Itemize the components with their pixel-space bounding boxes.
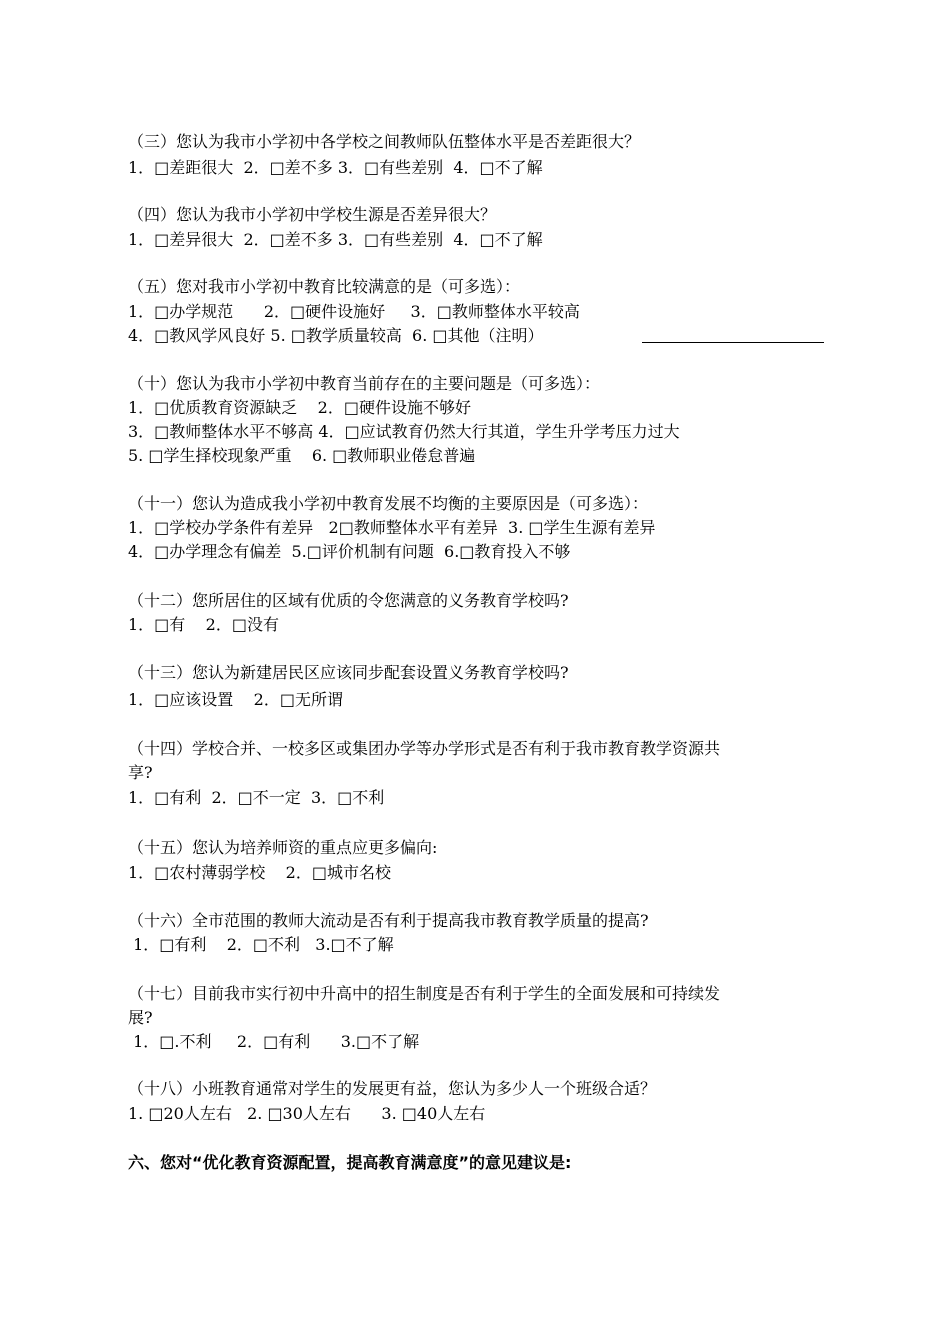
question-4-title: （四）您认为我市小学初中学校生源是否差异很大？: [128, 205, 497, 224]
section-6-heading: 六、您对“优化教育资源配置，提高教育满意度”的意见建议是:: [128, 1153, 572, 1172]
question-15-options: 1．□农村薄弱学校 2．□城市名校: [128, 863, 391, 882]
question-15-title: （十五）您认为培养师资的重点应更多偏向:: [128, 838, 438, 857]
question-10-options-2: 3．□教师整体水平不够高 4．□应试教育仍然大行其道，学生升学考压力过大: [128, 422, 680, 441]
question-4-options: 1．□差异很大 2．□差不多 3．□有些差别 4．□不了解: [128, 230, 543, 249]
question-11-options-2: 4．□办学理念有偏差 5.□评价机制有问题 6.□教育投入不够: [128, 542, 571, 561]
question-14-options: 1．□有利 2．□不一定 3．□不利: [128, 788, 385, 807]
question-11-options-1: 1．□学校办学条件有差异 2□教师整体水平有差异 3. □学生生源有差异: [128, 518, 656, 537]
question-16-title: （十六）全市范围的教师大流动是否有利于提高我市教育教学质量的提高?: [128, 911, 649, 930]
question-14-title-cont: 享?: [128, 763, 153, 782]
question-14-title: （十四）学校合并、一校多区或集团办学等办学形式是否有利于我市教育教学资源共: [128, 739, 721, 758]
other-fill-in-line: [642, 342, 824, 343]
question-16-options: 1．□有利 2．□不利 3.□不了解: [128, 935, 394, 954]
question-10-options-1: 1．□优质教育资源缺乏 2．□硬件设施不够好: [128, 398, 471, 417]
question-11-title: （十一）您认为造成我小学初中教育发展不均衡的主要原因是（可多选）：: [128, 494, 649, 513]
question-10-options-3: 5. □学生择校现象严重 6. □教师职业倦怠普遍: [128, 446, 476, 465]
question-17-options: 1．□.不利 2．□有利 3.□不了解: [128, 1032, 420, 1051]
question-10-title: （十）您认为我市小学初中教育当前存在的主要问题是（可多选）：: [128, 374, 601, 393]
question-13-title: （十三）您认为新建居民区应该同步配套设置义务教育学校吗?: [128, 663, 569, 682]
question-12-title: （十二）您所居住的区域有优质的令您满意的义务教育学校吗?: [128, 591, 569, 610]
question-12-options: 1．□有 2．□没有: [128, 615, 279, 634]
question-5-options-2: 4．□教风学风良好 5. □教学质量较高 6. □其他（注明）: [128, 326, 544, 345]
question-5-options-1: 1．□办学规范 2．□硬件设施好 3．□教师整体水平较高: [128, 302, 580, 321]
question-18-title: （十八）小班教育通常对学生的发展更有益，您认为多少人一个班级合适？: [128, 1079, 657, 1098]
question-17-title-cont: 展?: [128, 1008, 153, 1027]
question-3-options: 1．□差距很大 2．□差不多 3．□有些差别 4．□不了解: [128, 158, 543, 177]
question-5-title: （五）您对我市小学初中教育比较满意的是（可多选）：: [128, 277, 521, 296]
question-17-title: （十七）目前我市实行初中升高中的招生制度是否有利于学生的全面发展和可持续发: [128, 984, 721, 1003]
question-3-title: （三）您认为我市小学初中各学校之间教师队伍整体水平是否差距很大？: [128, 132, 641, 151]
question-13-options: 1．□应该设置 2．□无所谓: [128, 690, 343, 709]
question-18-options: 1. □20人左右 2. □30人左右 3. □40人左右: [128, 1104, 486, 1123]
